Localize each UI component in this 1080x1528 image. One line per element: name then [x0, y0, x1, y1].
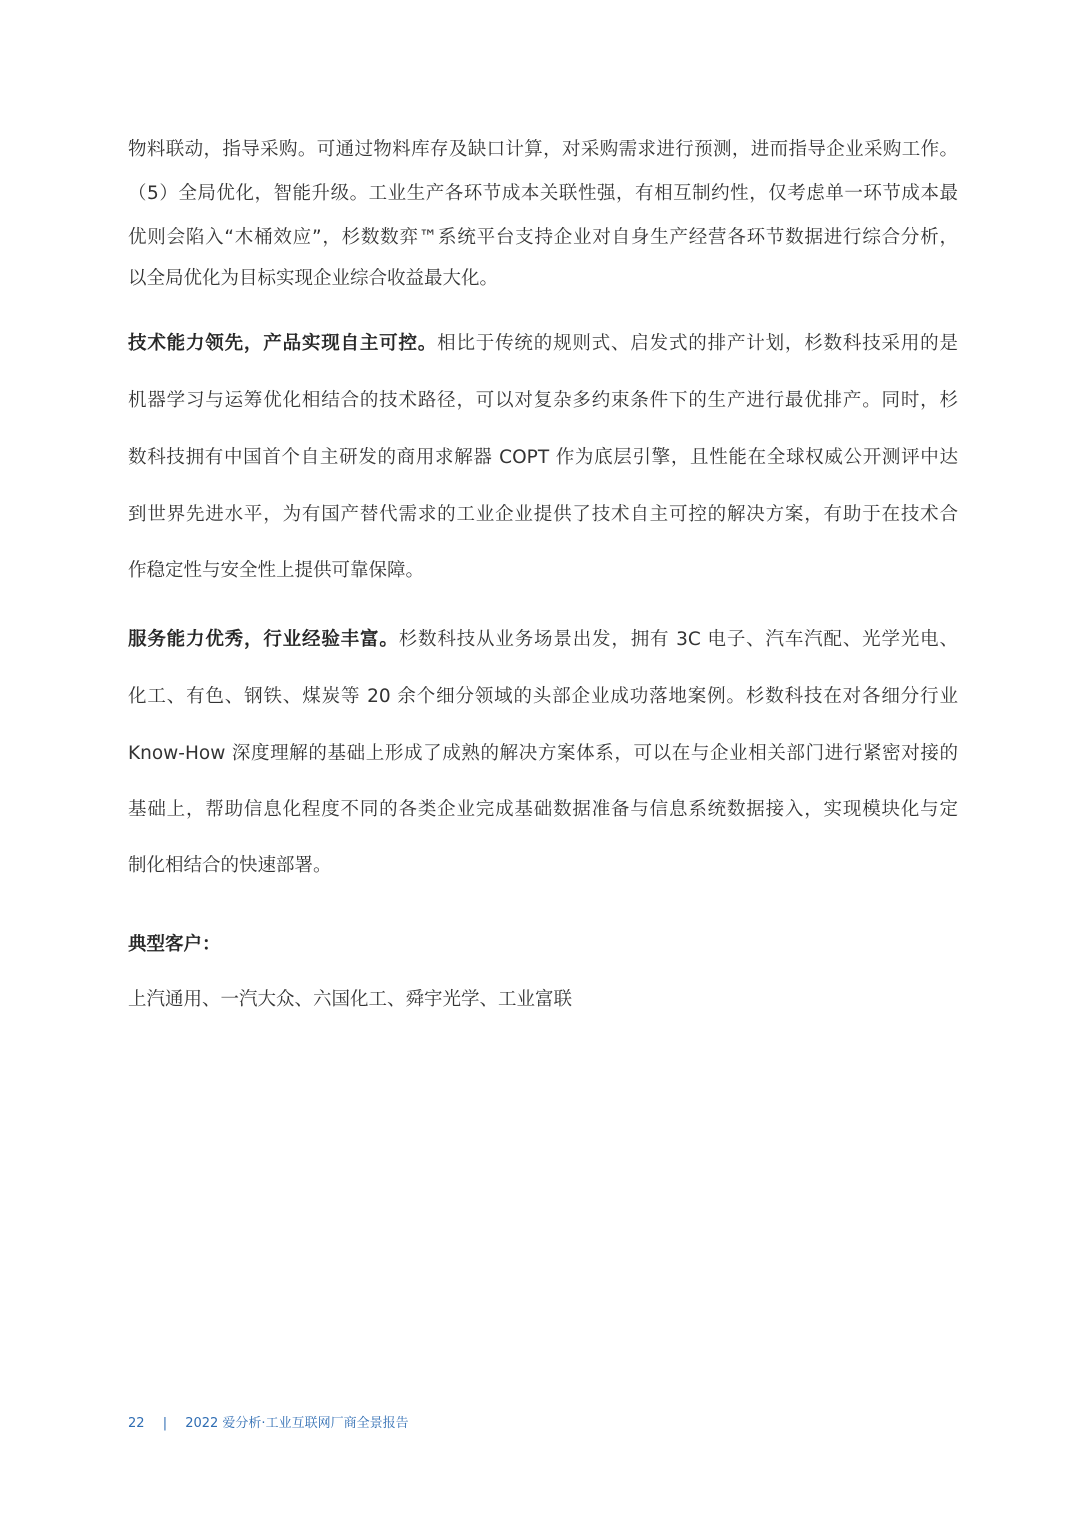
paragraph-line: Know-How 深度理解的基础上形成了成熟的解决方案体系，可以在与企业相关部门进行紧密对接的 — [128, 743, 958, 764]
paragraph-line: 基础上，帮助信息化程度不同的各类企业完成基础数据准备与信息系统数据接入，实现模块化与定 — [128, 799, 958, 820]
paragraph-line: 化工、有色、钢铁、煤炭等 20 余个细分领域的头部企业成功落地案例。杉数科技在对各细分行业 — [128, 686, 958, 707]
paragraph-line: 优则会陷入“木桶效应”，杉数数弈™系统平台支持企业对自身生产经营各环节数据进行综合分析， — [128, 227, 958, 248]
paragraph-line: 物料联动，指导采购。可通过物料库存及缺口计算，对采购需求进行预测，进而指导企业采购工作。 — [128, 139, 958, 160]
paragraph-text: 相比于传统的规则式、启发式的排产计划，杉数科技采用的是 — [437, 333, 958, 354]
page-footer — [128, 1414, 409, 1434]
paragraph-lead: 服务能力优秀，行业经验丰富。 — [128, 629, 399, 650]
paragraph-line: 到世界先进水平，为有国产替代需求的工业企业提供了技术自主可控的解决方案，有助于在技术合 — [128, 504, 958, 525]
footer-separator: | — [162, 1416, 168, 1431]
customers-heading: 典型客户： — [128, 934, 221, 955]
paragraph-line: 机器学习与运筹优化相结合的技术路径，可以对复杂多约束条件下的生产进行最优排产。同时，杉 — [128, 390, 958, 411]
paragraph-line: （5）全局优化，智能升级。工业生产各环节成本关联性强，有相互制约性，仅考虑单一环节成本最 — [128, 183, 958, 204]
paragraph-line — [128, 627, 958, 653]
customers-list: 上汽通用、一汽大众、六国化工、舜宇光学、工业富联 — [128, 989, 573, 1010]
paragraph-line: 以全局优化为目标实现企业综合收益最大化。 — [128, 268, 499, 289]
paragraph-text: 杉数科技从业务场景出发，拥有 3C 电子、汽车汽配、光学光电、 — [398, 629, 958, 650]
paragraph-line: 制化相结合的快速部署。 — [128, 855, 332, 876]
page-number: 22 — [128, 1416, 145, 1431]
report-title: 2022 爱分析·工业互联网厂商全景报告 — [185, 1416, 409, 1431]
paragraph-line: 作稳定性与安全性上提供可靠保障。 — [128, 560, 425, 581]
paragraph-line — [128, 331, 958, 357]
paragraph-lead: 技术能力领先，产品实现自主可控。 — [128, 333, 438, 354]
paragraph-line: 数科技拥有中国首个自主研发的商用求解器 COPT 作为底层引擎，且性能在全球权威公开测评中达 — [128, 447, 958, 468]
